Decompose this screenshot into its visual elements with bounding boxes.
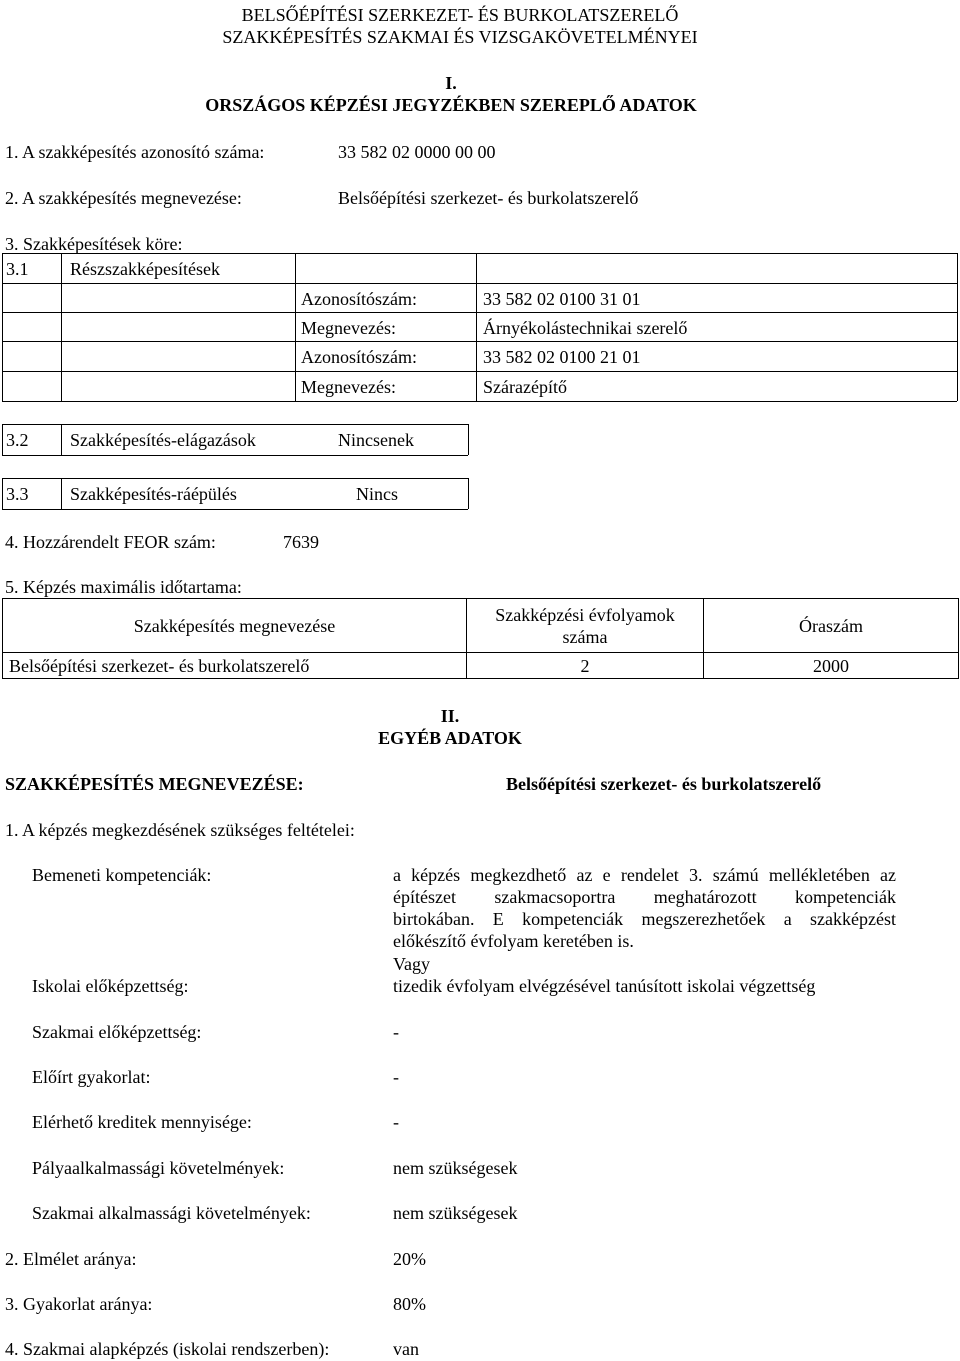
practice-ratio-label: 3. Gyakorlat aránya: [5, 1294, 153, 1314]
school-value: tizedik évfolyam elvégzésével tanúsított iskolai végzettség [393, 976, 816, 996]
section1-numeral: I. [445, 73, 457, 93]
prof-label: Szakmai előképzettség: [32, 1022, 202, 1042]
duration-table [2, 598, 959, 679]
aptitude-value: nem szükségesek [393, 1203, 518, 1223]
feor-value: 7639 [283, 532, 319, 552]
partial-row3-value: 33 582 02 0100 21 01 [483, 347, 641, 367]
prof-value: - [393, 1022, 399, 1042]
duration-col-years [467, 599, 704, 653]
branches-value: Nincsenek [338, 430, 414, 450]
doc-title-line2: SZAKKÉPESÍTÉS SZAKMAI ÉS VIZSGAKÖVETELMÉNYEI [222, 27, 698, 47]
credits-label: Elérhető kreditek mennyisége: [32, 1112, 252, 1132]
duration-row-hours: 2000 [704, 653, 959, 679]
aptitude-label: Szakmai alkalmassági követelmények: [32, 1203, 311, 1223]
t31-vline-value [476, 253, 477, 401]
practice-req-value: - [393, 1067, 399, 1087]
duration-col-hours: Óraszám [704, 599, 959, 653]
item1-value: 33 582 02 0000 00 00 [338, 142, 496, 162]
section2-name-value: Belsőépítési szerkezet- és burkolatszerelő [506, 774, 822, 794]
prereq-title: 1. A képzés megkezdésének szükséges feltételei: [5, 820, 355, 840]
t31-vline-left [2, 253, 3, 401]
buildon-label: Szakképesítés-ráépülés [70, 484, 237, 504]
t32-vline-right [468, 424, 469, 455]
partial-row2-label: Megnevezés: [301, 318, 396, 338]
t32-line-top [2, 424, 468, 425]
t31-line-3 [2, 341, 957, 342]
theory-ratio-label: 2. Elmélet aránya: [5, 1249, 137, 1269]
partial-row1-label: Azonosítószám: [301, 289, 417, 309]
career-label: Pályaalkalmassági követelmények: [32, 1158, 285, 1178]
section2-title: EGYÉB ADATOK [378, 728, 522, 748]
practice-req-label: Előírt gyakorlat: [32, 1067, 151, 1087]
buildon-value: Nincs [356, 484, 398, 504]
partial-row2-value: Árnyékolástechnikai szerelő [483, 318, 688, 338]
duration-table-header [3, 599, 959, 653]
input-comp-line2: építészet szakmacsoportra meghatározott kompetenciák [393, 887, 896, 907]
partial-row4-label: Megnevezés: [301, 377, 396, 397]
t33-vline-left [2, 478, 3, 509]
input-comp-label: Bemeneti kompetenciák: [32, 865, 212, 885]
t32-line-bottom [2, 455, 468, 456]
basic-training-label: 4. Szakmai alapképzés (iskolai rendszerben): [5, 1339, 330, 1359]
duration-col-years-line2: száma [562, 626, 608, 647]
item3-label: 3. Szakképesítések köre: [5, 234, 183, 254]
theory-ratio-value: 20% [393, 1249, 426, 1269]
input-comp-line1: a képzés megkezdhető az e rendelet 3. számú mellékletében az [393, 865, 896, 885]
section2-name-label: SZAKKÉPESÍTÉS MEGNEVEZÉSE: [5, 774, 304, 794]
duration-col-name: Szakképesítés megnevezése [3, 599, 467, 653]
or-text: Vagy [393, 954, 430, 974]
t31-line-1 [2, 283, 957, 284]
doc-title-line1: BELSŐÉPÍTÉSI SZERKEZET- ÉS BURKOLATSZERELŐ [241, 5, 679, 25]
t33-vline-num [61, 478, 62, 509]
t31-line-bottom [2, 401, 957, 402]
partial-title: Részszakképesítések [70, 259, 220, 279]
t33-line-bottom [2, 509, 468, 510]
t31-line-2 [2, 312, 957, 313]
t32-vline-num [61, 424, 62, 455]
partial-row1-value: 33 582 02 0100 31 01 [483, 289, 641, 309]
duration-row-name: Belsőépítési szerkezet- és burkolatszerelő [3, 653, 467, 679]
t31-line-top [2, 253, 957, 254]
duration-row-years: 2 [467, 653, 704, 679]
feor-label: 4. Hozzárendelt FEOR szám: [5, 532, 216, 552]
t31-vline-right [957, 253, 958, 401]
branches-label: Szakképesítés-elágazások [70, 430, 256, 450]
t33-line-top [2, 478, 468, 479]
input-comp-line3: birtokában. E kompetenciák megszerezhetőek a szakképzést [393, 909, 896, 929]
partial-num: 3.1 [6, 259, 29, 279]
basic-training-value: van [393, 1339, 419, 1359]
item1-label: 1. A szakképesítés azonosító száma: [5, 142, 265, 162]
school-label: Iskolai előképzettség: [32, 976, 189, 996]
section1-title: ORSZÁGOS KÉPZÉSI JEGYZÉKBEN SZEREPLŐ ADATOK [205, 95, 697, 115]
credits-value: - [393, 1112, 399, 1132]
t32-vline-left [2, 424, 3, 455]
t31-vline-num [61, 253, 62, 401]
partial-row4-value: Szárazépítő [483, 377, 567, 397]
t31-vline-label [295, 253, 296, 401]
partial-row3-label: Azonosítószám: [301, 347, 417, 367]
duration-label: 5. Képzés maximális időtartama: [5, 577, 242, 597]
t33-vline-right [468, 478, 469, 509]
item2-value: Belsőépítési szerkezet- és burkolatszerelő [338, 188, 639, 208]
item2-label: 2. A szakképesítés megnevezése: [5, 188, 242, 208]
career-value: nem szükségesek [393, 1158, 518, 1178]
buildon-num: 3.3 [6, 484, 29, 504]
section2-numeral: II. [440, 706, 460, 726]
input-comp-line4: előkészítő évfolyam keretében is. [393, 931, 634, 951]
branches-num: 3.2 [6, 430, 29, 450]
duration-col-years-line1: Szakképzési évfolyamok [495, 604, 675, 625]
table-row [3, 653, 959, 679]
t31-line-4 [2, 371, 957, 372]
practice-ratio-value: 80% [393, 1294, 426, 1314]
